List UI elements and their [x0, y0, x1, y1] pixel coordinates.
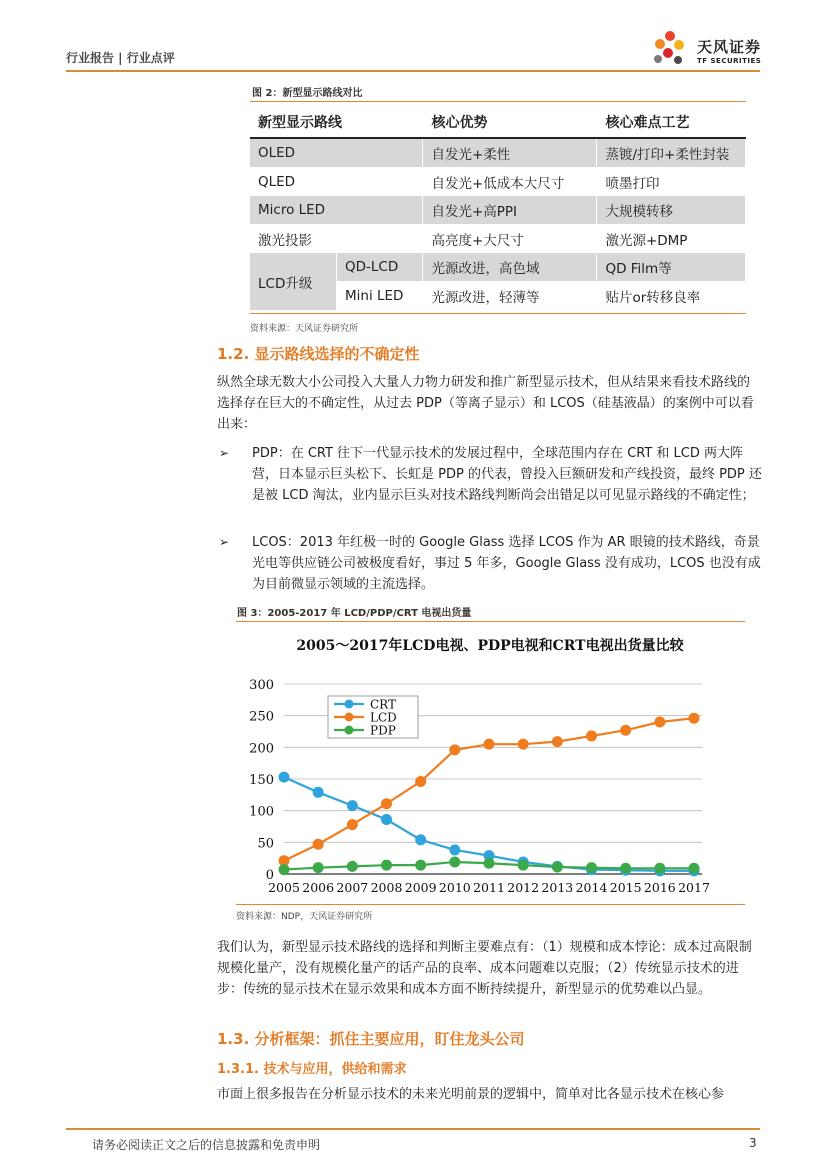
figure3-source: 资料来源：NDP，天风证券研究所 — [236, 912, 373, 922]
legend-marker — [345, 713, 354, 722]
data-point-crt — [279, 772, 290, 783]
figure2-source: 资料来源：天风证券研究所 — [250, 324, 359, 334]
bullet-pdp: PDP：在 CRT 往下一代显示技术的发展过程中，全球范围内存在 CRT 和 LCD 两大阵营，日本显示巨头松下、长虹是 PDP 的代表，曾投入巨额研发和产线投资，最终 PDP 还是被 LCD 淘汰，业内显示巨头对技术路线判断尚会出错足以可见显示路线的不确定性； — [252, 446, 762, 503]
footer-divider — [66, 1128, 760, 1130]
figure3-top-rule — [236, 621, 745, 622]
x-tick-label: 2015 — [609, 880, 642, 895]
x-tick-label: 2013 — [541, 880, 574, 895]
footer-disclaimer: 请务必阅读正文之后的信息披露和免责申明 — [92, 1138, 321, 1152]
data-point-pdp — [552, 862, 563, 873]
advantage-cell: 光源改进，轻薄等 — [423, 282, 597, 311]
tv-shipments-line-chart — [236, 626, 745, 902]
data-point-lcd — [484, 739, 495, 750]
route-cell: Micro LED — [250, 196, 423, 225]
y-tick-label: 250 — [249, 709, 274, 725]
difficulty-cell: 激光源+DMP — [597, 225, 746, 254]
table-row — [250, 168, 746, 197]
y-tick-label: 200 — [249, 741, 274, 757]
data-point-lcd — [313, 839, 324, 850]
difficulty-cell: 大规模转移 — [597, 196, 746, 225]
x-tick-label: 2014 — [575, 880, 608, 895]
section-1-3-text: 市面上很多报告在分析显示技术的未来光明前景的逻辑中，简单对比各显示技术在核心参 — [217, 1087, 725, 1102]
data-point-crt — [347, 800, 358, 811]
x-tick-label: 2008 — [370, 880, 403, 895]
legend-marker — [345, 700, 354, 709]
data-point-pdp — [689, 863, 700, 874]
logo-subtitle: TF SECURITIES — [697, 57, 762, 65]
lcd-group-cell: LCD升级 — [250, 253, 337, 310]
bullet-lcos: LCOS：2013 年红极一时的 Google Glass 选择 LCOS 作为 AR 眼镜的技术路线，奇景光电等供应链公司被极度看好，事过 5 年多，Google Glass 没有成功，LCOS 也没有成为目前微显示领域的主流选择。 — [252, 535, 761, 592]
route-cell: OLED — [250, 138, 423, 168]
difficulty-cell: 喷墨打印 — [597, 168, 746, 197]
x-tick-label: 2017 — [678, 880, 710, 895]
route-cell: QLED — [250, 168, 423, 197]
page-number: 3 — [749, 1136, 757, 1150]
figure3-bottom-rule — [236, 904, 745, 905]
bullet-arrow-icon: ➢ — [219, 535, 230, 549]
report-category: 行业报告 | 行业点评 — [66, 51, 175, 65]
analysis-paragraph: 我们认为，新型显示技术路线的选择和判断主要难点有：（1）规模和成本悖论：成本过高限制规模化量产，没有规模化量产的话产品的良率、成本问题难以克服；（2）传统显示技术的进步：传统的显示技术在显示效果和成本方面不断持续提升，新型显示的优势难以凸显。 — [217, 940, 752, 997]
data-point-lcd — [689, 713, 700, 724]
col-header-difficulty: 核心难点工艺 — [597, 107, 746, 138]
x-tick-label: 2007 — [336, 880, 369, 895]
section-heading-1-3: 1.3. 分析框架：抓住主要应用，盯住龙头公司 — [217, 1030, 525, 1048]
figure2-bottom-rule — [250, 313, 746, 314]
data-point-lcd — [347, 819, 358, 830]
y-tick-label: 150 — [249, 773, 274, 788]
route-comparison-table — [250, 107, 746, 310]
legend-marker — [345, 726, 354, 735]
data-point-crt — [415, 834, 426, 845]
x-tick-label: 2012 — [507, 880, 540, 895]
data-point-pdp — [313, 862, 324, 873]
difficulty-cell: 蒸镀/打印+柔性封装 — [597, 138, 746, 168]
data-point-pdp — [381, 860, 392, 871]
y-tick-label: 300 — [249, 678, 274, 693]
lcd-sub-cell: Mini LED — [337, 282, 423, 311]
x-tick-label: 2010 — [438, 880, 471, 895]
y-tick-label: 100 — [249, 804, 274, 820]
route-cell: 激光投影 — [250, 225, 423, 254]
data-point-pdp — [654, 863, 665, 874]
figure3-title: 图 3：2005-2017 年 LCD/PDP/CRT 电视出货量 — [237, 608, 472, 619]
data-point-pdp — [586, 862, 597, 873]
data-point-pdp — [415, 860, 426, 871]
x-tick-label: 2006 — [302, 880, 335, 895]
data-point-lcd — [518, 739, 529, 750]
col-header-advantage: 核心优势 — [423, 107, 597, 138]
advantage-cell: 自发光+柔性 — [423, 138, 597, 168]
x-tick-label: 2016 — [643, 880, 676, 895]
advantage-cell: 自发光+低成本大尺寸 — [423, 168, 597, 197]
x-tick-label: 2011 — [473, 880, 505, 895]
y-tick-label: 0 — [265, 868, 274, 883]
advantage-cell: 高亮度+大尺寸 — [423, 225, 597, 254]
data-point-lcd — [654, 717, 665, 728]
data-point-crt — [313, 787, 324, 798]
figure2-top-rule — [250, 101, 746, 102]
bullet-arrow-icon: ➢ — [219, 446, 230, 460]
data-point-lcd — [552, 736, 563, 747]
lcd-sub-cell: QD-LCD — [337, 253, 423, 282]
data-point-pdp — [620, 863, 631, 874]
advantage-cell: 光源改进，高色域 — [423, 253, 597, 282]
data-point-crt — [381, 814, 392, 825]
data-point-lcd — [620, 725, 631, 736]
table-row — [250, 196, 746, 225]
logo-name: 天风证券 — [697, 38, 762, 56]
section-1-2-intro: 纵然全球无数大小公司投入大量人力物力研发和推广新型显示技术，但从结果来看技术路线的选择存在巨大的不确定性，从过去 PDP（等离子显示）和 LCOS（硅基液晶）的案例中可以看出来： — [217, 375, 754, 432]
data-point-pdp — [347, 861, 358, 872]
legend-label: PDP — [370, 723, 396, 738]
section-heading-1-3-1: 1.3.1. 技术与应用，供给和需求 — [217, 1062, 407, 1077]
data-point-crt — [449, 844, 460, 855]
chart-title: 2005～2017年LCD电视、PDP电视和CRT电视出货量比较 — [296, 638, 684, 654]
section-heading-1-2: 1.2. 显示路线选择的不确定性 — [217, 345, 420, 363]
table-row — [250, 253, 746, 282]
data-point-lcd — [381, 798, 392, 809]
col-header-route: 新型显示路线 — [250, 107, 423, 138]
table-row — [250, 138, 746, 168]
table-row — [250, 225, 746, 254]
data-point-pdp — [449, 856, 460, 867]
data-point-lcd — [415, 776, 426, 787]
legend-label: CRT — [370, 697, 397, 712]
data-point-pdp — [484, 858, 495, 869]
legend-label: LCD — [370, 710, 397, 725]
header-divider — [66, 70, 760, 72]
advantage-cell: 自发光+高PPI — [423, 196, 597, 225]
difficulty-cell: 贴片or转移良率 — [597, 282, 746, 311]
data-point-pdp — [279, 864, 290, 875]
x-tick-label: 2005 — [268, 880, 300, 895]
figure2-title: 图 2：新型显示路线对比 — [252, 88, 363, 99]
table-header-row — [250, 107, 746, 138]
x-tick-label: 2009 — [404, 880, 437, 895]
data-point-lcd — [586, 730, 597, 741]
data-point-pdp — [518, 860, 529, 871]
data-point-lcd — [449, 744, 460, 755]
y-tick-label: 50 — [257, 836, 274, 852]
difficulty-cell: QD Film等 — [597, 253, 746, 282]
